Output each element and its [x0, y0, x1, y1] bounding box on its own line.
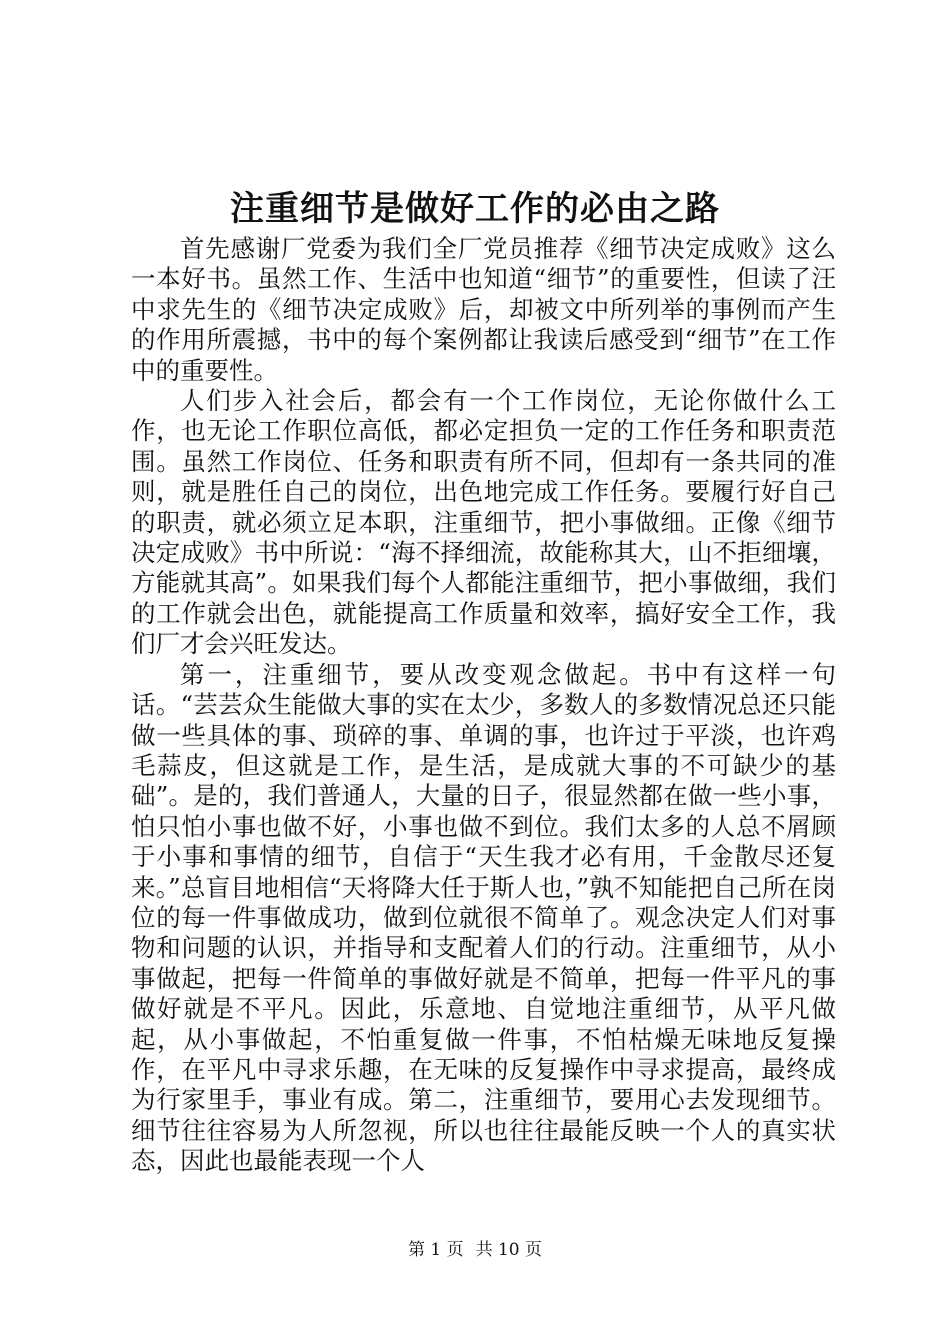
- document-title: 注重细节是做好工作的必由之路: [230, 189, 720, 229]
- paragraph-1: 首先感谢厂党委为我们全厂党员推荐《细节决定成败》这么一本好书。虽然工作、生活中也知道“细节”的重要性，但读了汪中求先生的《细节决定成败》后，却被文中所列举的事例而产生的作用所震撼，书中的每个案例都让我读后感受到“细节”在工作中的重要性。: [131, 234, 836, 385]
- paragraph-3: 第一，注重细节，要从改变观念做起。书中有这样一句话。“芸芸众生能做大事的实在太少，多数人的多数情况总还只能做一些具体的事、琐碎的事、单调的事，也许过于平淡，也许鸡毛蒜皮，但这就是工作，是生活，是成就大事的不可缺少的基础”。是的，我们普通人，大量的日子，很显然都在做一些小事，怕只怕小事也做不好，小事也做不到位。我们太多的人总不屑顾于小事和事情的细节，自信于“天生我才必有用，千金散尽还复来。”总盲目地相信“天将降大任于斯人也，”孰不知能把自己所在岗位的每一件事做成功，做到位就很不简单了。观念决定人们对事物和问题的认识，并指导和支配着人们的行动。注重细节，从小事做起，把每一件简单的事做好就是不简单，把每一件平凡的事做好就是不平凡。因此，乐意地、自觉地注重细节，从平凡做起，从小事做起，不怕重复做一件事，不怕枯燥无味地反复操作，在平凡中寻求乐趣，在无味的反复操作中寻求提高，最终成为行家里手，事业有成。第二，注重细节，要用心去发现细节。细节往往容易为人所忽视，所以也往往最能反映一个人的真实状态，因此也最能表现一个人: [131, 659, 836, 1176]
- paragraph-2: 人们步入社会后，都会有一个工作岗位，无论你做什么工作，也无论工作职位高低，都必定担负一定的工作任务和职责范围。虽然工作岗位、任务和职责有所不同，但却有一条共同的准则，就是胜任自己的岗位，出色地完成工作任务。要履行好自己的职责，就必须立足本职，注重细节，把小事做细。正像《细节决定成败》书中所说：“海不择细流，故能称其大，山不拒细壤，方能就其高”。如果我们每个人都能注重细节，把小事做细，我们的工作就会出色，就能提高工作质量和效率，搞好安全工作，我们厂才会兴旺发达。: [131, 386, 836, 659]
- document-body: [131, 234, 836, 1177]
- page-total: 共 10 页: [475, 1240, 543, 1260]
- page-number: 第 1 页: [407, 1240, 464, 1260]
- page-footer: [0, 1238, 950, 1262]
